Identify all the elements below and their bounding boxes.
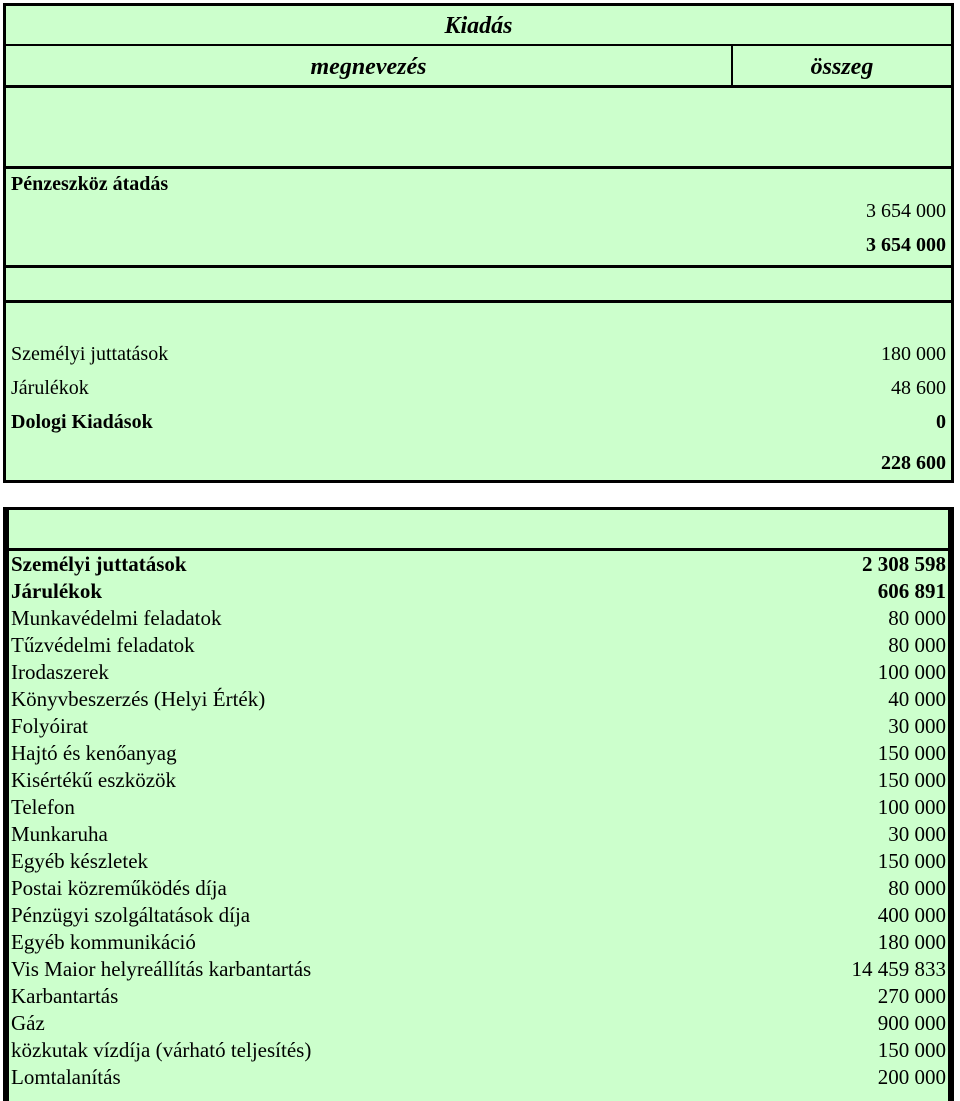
row-label: Karbantartás <box>11 984 119 1008</box>
row-value: 400 000 <box>877 903 946 927</box>
section3-row <box>6 821 951 848</box>
section2-row <box>6 341 951 367</box>
row-label: Hajtó és kenőanyag <box>11 741 177 765</box>
section-divider <box>6 166 951 169</box>
section1-label: Pénzeszköz átadás <box>11 173 169 195</box>
section3-row <box>6 605 951 632</box>
row-label: Tűzvédelmi feladatok <box>11 633 195 657</box>
row-label: Telefon <box>11 795 75 819</box>
row-label: Személyi juttatások <box>11 552 187 576</box>
row-value: 48 600 <box>891 377 946 399</box>
row-value: 150 000 <box>877 849 946 873</box>
row-label: Folyóirat <box>11 714 88 738</box>
row-value: 180 000 <box>877 930 946 954</box>
section3-row <box>6 713 951 740</box>
row-value: 100 000 <box>877 795 946 819</box>
row-label: Irodaszerek <box>11 660 109 684</box>
row-label: Egyéb készletek <box>11 849 149 873</box>
row-value: 30 000 <box>888 714 946 738</box>
section3-row <box>6 794 951 821</box>
row-value: 900 000 <box>877 1011 946 1035</box>
section3-row <box>6 875 951 902</box>
section1-amount: 3 654 000 <box>866 200 946 222</box>
section3-row <box>6 1064 951 1091</box>
section1-amount-row <box>6 198 951 224</box>
section3-row <box>6 767 951 794</box>
row-label: Postai közreműködés díja <box>11 876 227 900</box>
row-value: 150 000 <box>877 768 946 792</box>
row-label: Járulékok <box>11 377 89 399</box>
row-label: Kisértékű eszközök <box>11 768 177 792</box>
section3-row <box>6 632 951 659</box>
row-label: Dologi Kiadások <box>11 411 153 433</box>
row-label: közkutak vízdíja (várható teljesítés) <box>11 1038 312 1062</box>
section1-total: 3 654 000 <box>866 234 946 256</box>
row-label: Személyi juttatások <box>11 343 169 365</box>
row-label: Gáz <box>11 1011 45 1035</box>
row-label: Járulékok <box>11 579 103 603</box>
section2-row <box>6 409 951 435</box>
row-value: 150 000 <box>877 741 946 765</box>
row-value: 606 891 <box>877 579 946 603</box>
row-value: 2 308 598 <box>862 552 946 576</box>
row-value: 0 <box>936 411 946 433</box>
section3-row <box>6 983 951 1010</box>
row-value: 180 000 <box>881 343 946 365</box>
column-header-amount: összeg <box>810 54 874 80</box>
section3-row <box>6 929 951 956</box>
section-divider <box>6 265 951 268</box>
section3-row <box>6 902 951 929</box>
section2-total-row <box>6 450 951 476</box>
row-value: 270 000 <box>877 984 946 1008</box>
section3-row <box>6 740 951 767</box>
section3-row <box>6 551 951 578</box>
section1-total-row <box>6 232 951 258</box>
row-label: Pénzügyi szolgáltatások díja <box>11 903 251 927</box>
section3-row <box>6 659 951 686</box>
row-value: 80 000 <box>888 633 946 657</box>
section3-row <box>6 686 951 713</box>
row-value: 100 000 <box>877 660 946 684</box>
section3-row <box>6 1037 951 1064</box>
table-title: Kiadás <box>444 13 513 39</box>
section2-row <box>6 375 951 401</box>
row-value: 30 000 <box>888 822 946 846</box>
column-header-name: megnevezés <box>6 46 733 85</box>
row-value: 40 000 <box>888 687 946 711</box>
row-value: 14 459 833 <box>851 957 946 981</box>
section-gap <box>0 483 960 507</box>
row-value: 200 000 <box>877 1065 946 1089</box>
row-label: Munkaruha <box>11 822 108 846</box>
row-label: Munkavédelmi feladatok <box>11 606 222 630</box>
row-value: 80 000 <box>888 606 946 630</box>
section1-label-row <box>6 171 951 197</box>
row-value: 80 000 <box>888 876 946 900</box>
row-label: Vis Maior helyreállítás karbantartás <box>11 957 312 981</box>
column-header-row <box>6 44 951 88</box>
section3-row <box>6 1010 951 1037</box>
section3-row <box>6 578 951 605</box>
section2-total: 228 600 <box>881 452 946 474</box>
row-label: Egyéb kommunikáció <box>11 930 196 954</box>
section3-row <box>6 848 951 875</box>
row-label: Könyvbeszerzés (Helyi Érték) <box>11 687 266 711</box>
row-label: Lomtalanítás <box>11 1065 121 1089</box>
section3-row <box>6 956 951 983</box>
section-divider <box>6 300 951 303</box>
row-value: 150 000 <box>877 1038 946 1062</box>
